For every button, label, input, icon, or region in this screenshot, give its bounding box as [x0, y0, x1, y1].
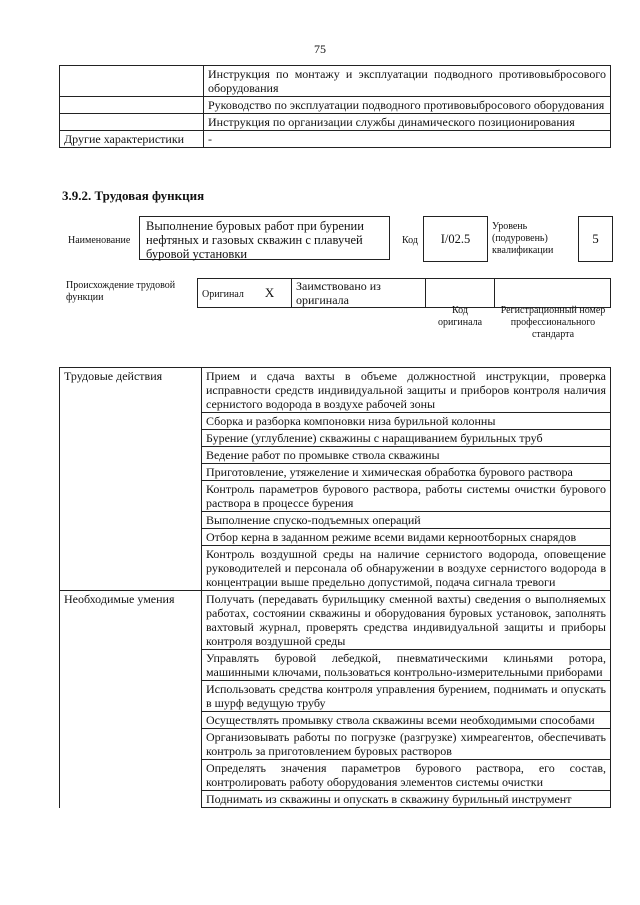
- table-row: [60, 447, 611, 464]
- table-row: [60, 512, 611, 529]
- document-row: Руководство по эксплуатации подводного противовыбросового оборудования: [204, 97, 611, 114]
- table-row: [60, 529, 611, 546]
- labor-action-item: Контроль параметров бурового раствора, работы системы очистки бурового раствора в процессе бурения: [202, 481, 611, 512]
- empty-cell: [60, 447, 202, 464]
- registration-number-label: Регистрационный номер профессионального стандарта: [500, 305, 606, 340]
- function-details-table: [59, 367, 611, 808]
- table-row: [60, 481, 611, 512]
- original-mark: X: [264, 284, 275, 300]
- labor-action-item: Контроль воздушной среды на наличие сернистого водорода, оповещение руководителей и персонала об обнаружении в воздухе сернистого водорода в концентрации выше предельно допустимой, подача сигнала тревоги: [202, 546, 611, 591]
- skill-item: Осуществлять промывку ствола скважины всеми необходимыми способами: [202, 712, 611, 729]
- table-row: [60, 546, 611, 591]
- skill-item: Определять значения параметров бурового раствора, его состав, контролировать работу оборудования элементов системы очистки: [202, 760, 611, 791]
- empty-cell: [60, 729, 202, 760]
- empty-cell: [60, 681, 202, 712]
- registration-number-cell: [495, 279, 611, 308]
- page-number: 75: [314, 42, 326, 56]
- table-row: [60, 729, 611, 760]
- skill-item: Использовать средства контроля управления бурением, поднимать и опускать в шурф ведущую трубу: [202, 681, 611, 712]
- skill-item: Поднимать из скважины и опускать в скважину бурильный инструмент: [202, 791, 611, 808]
- table-row: [60, 791, 611, 808]
- labor-actions-label: Трудовые действия: [60, 368, 202, 413]
- table-row: [60, 712, 611, 729]
- labor-action-item: Отбор керна в заданном режиме всеми видами керноотборных снарядов: [202, 529, 611, 546]
- table-row: [60, 591, 611, 650]
- empty-cell: [60, 430, 202, 447]
- table-row: [60, 413, 611, 430]
- empty-cell: [60, 760, 202, 791]
- empty-cell: [60, 546, 202, 591]
- original-label: Оригинал: [202, 288, 244, 300]
- original-cell: [198, 279, 292, 308]
- borrowed-label: Заимствовано из оригинала: [292, 279, 426, 308]
- document-row: Инструкция по монтажу и эксплуатации подводного противовыбросового оборудования: [204, 66, 611, 97]
- empty-cell: [60, 97, 204, 114]
- function-code-box: I/02.5: [423, 216, 488, 262]
- empty-cell: [60, 66, 204, 97]
- name-label: Наименование: [68, 235, 131, 246]
- table-row: [60, 430, 611, 447]
- empty-cell: [60, 413, 202, 430]
- empty-cell: [60, 512, 202, 529]
- labor-action-item: Ведение работ по промывке ствола скважины: [202, 447, 611, 464]
- skills-label: Необходимые умения: [60, 591, 202, 650]
- labor-actions-section: [60, 368, 611, 591]
- empty-cell: [60, 529, 202, 546]
- labor-action-item: Сборка и разборка компоновки низа бурильной колонны: [202, 413, 611, 430]
- empty-cell: [60, 464, 202, 481]
- skill-item: Управлять буровой лебедкой, пневматическими клиньями ротора, машинными ключами, пользоваться контрольно-измерительными приборами: [202, 650, 611, 681]
- level-label: Уровень (подуровень) квалификации: [492, 221, 554, 256]
- empty-cell: [60, 114, 204, 131]
- document-row: Инструкция по организации службы динамического позиционирования: [204, 114, 611, 131]
- section-title: 3.9.2. Трудовая функция: [62, 188, 205, 203]
- origin-table: [197, 278, 611, 308]
- labor-action-item: Приготовление, утяжеление и химическая обработка бурового раствора: [202, 464, 611, 481]
- table-row: [60, 368, 611, 413]
- skill-item: Получать (передавать бурильщику сменной вахты) сведения о выполняемых работах, состоянии скважины и оборудования буровых установок, заполнять вахтовый журнал, проверять средства индивидуальной защиты и приборы контроля воздушной среды: [202, 591, 611, 650]
- empty-cell: [60, 791, 202, 808]
- level-value-box: 5: [578, 216, 613, 262]
- other-characteristics-value: -: [204, 131, 611, 148]
- other-characteristics-label: Другие характеристики: [60, 131, 204, 148]
- documents-table: [59, 65, 611, 148]
- table-row: [60, 464, 611, 481]
- origin-label: Происхождение трудовой функции: [66, 280, 176, 303]
- skills-section: [60, 591, 611, 808]
- table-row: [60, 681, 611, 712]
- skill-item: Организовывать работы по погрузке (разгрузке) химреагентов, обеспечивать контроль за приготовлением буровых растворов: [202, 729, 611, 760]
- function-name-box: Выполнение буровых работ при бурении нефтяных и газовых скважин с плавучей буровой установки: [139, 216, 390, 260]
- table-row: [60, 650, 611, 681]
- labor-action-item: Бурение (углубление) скважины с наращиванием бурильных труб: [202, 430, 611, 447]
- empty-cell: [60, 712, 202, 729]
- code-label: Код: [402, 235, 418, 246]
- labor-action-item: Прием и сдача вахты в объеме должностной инструкции, проверка исправности средств индивидуальной защиты и приборов контроля наличия сернистого водорода в воздухе рабочей зоны: [202, 368, 611, 413]
- labor-action-item: Выполнение спуско-подъемных операций: [202, 512, 611, 529]
- code-original-label: Код оригинала: [437, 305, 483, 328]
- empty-cell: [60, 481, 202, 512]
- table-row: [60, 760, 611, 791]
- empty-cell: [60, 650, 202, 681]
- code-original-cell: [426, 279, 495, 308]
